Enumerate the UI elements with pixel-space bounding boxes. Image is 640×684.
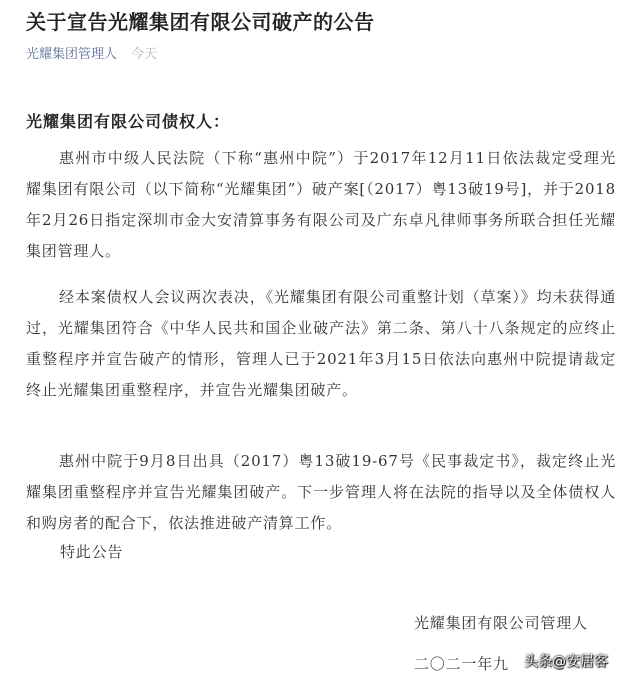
paragraph-1: 惠州市中级人民法院（下称“惠州中院”）于2017年12月11日依法裁定受理光耀集团有限公司（以下简称“光耀集团”）破产案[（2017）粤13破19号]，并于2018年2月26日指定深圳市金大安清算事务有限公司及广东卓凡律师事务所联合担任光耀集团管理人。 xyxy=(26,149,616,260)
article-meta xyxy=(26,45,157,65)
account-name-link[interactable]: 光耀集团管理人 xyxy=(26,47,118,62)
signature: 光耀集团有限公司管理人 xyxy=(414,614,588,632)
paragraph-2: 经本案债权人会议两次表决，《光耀集团有限公司重整计划（草案）》均未获得通过，光耀集团符合《中华人民共和国企业破产法》第二条、第八十八条规定的应终止重整程序并宣告破产的情形，管理人已于2021年3月15日依法向惠州中院提请裁定终止光耀集团重整程序，并宣告光耀集团破产。 xyxy=(26,288,616,399)
closing-line: 特此公告 xyxy=(60,543,124,561)
paragraph-3: 惠州中院于9月8日出具（2017）粤13破19-67号《民事裁定书》，裁定终止光耀集团重整程序并宣告光耀集团破产。下一步管理人将在法院的指导以及全体债权人和购房者的配合下，依法推进破产清算工作。 xyxy=(26,452,616,532)
article-title: 关于宣告光耀集团有限公司破产的公告 xyxy=(26,10,375,34)
addressee: 光耀集团有限公司债权人： xyxy=(26,112,231,131)
watermark: 头条@安居客 xyxy=(524,654,608,670)
signature-date: 二〇二一年九 xyxy=(414,655,509,673)
publish-date: 今天 xyxy=(131,47,158,62)
